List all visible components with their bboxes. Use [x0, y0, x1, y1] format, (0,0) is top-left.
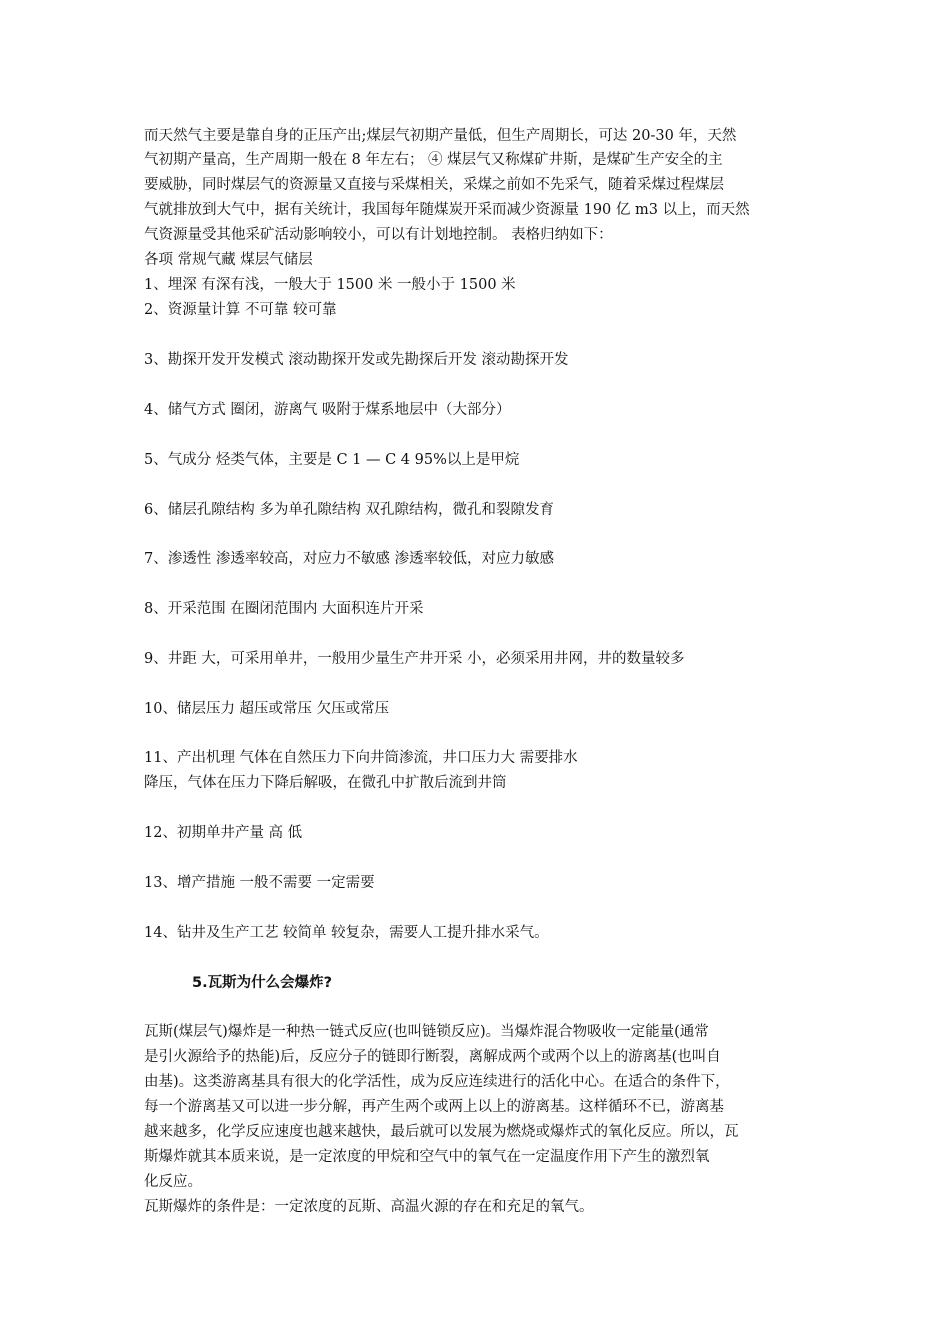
table-row: 8、开采范围 在圈闭范围内 大面积连片开采 [144, 601, 424, 617]
table-row: 7、渗透性 渗透率较高，对应力不敏感 渗透率较低，对应力敏感 [144, 551, 554, 567]
table-row: 10、储层压力 超压或常压 欠压或常压 [144, 701, 390, 717]
paragraph-line: 由基)。这类游离基具有很大的化学活性，成为反应连续进行的活化中心。在适合的条件下， [144, 1074, 730, 1090]
section-heading: 5.瓦斯为什么会爆炸? [192, 975, 333, 991]
paragraph-line: 是引火源给予的热能)后，反应分子的链即行断裂，离解成两个或两个以上的游离基(也叫自 [144, 1049, 721, 1065]
paragraph-line: 越来越多，化学反应速度也越来越快，最后就可以发展为燃烧或爆炸式的氧化反应。所以，瓦 [144, 1124, 739, 1140]
table-row: 11、产出机理 气体在自然压力下向井筒渗流，井口压力大 需要排水 [144, 750, 578, 766]
paragraph-line: 瓦斯(煤层气)爆炸是一种热一链式反应(也叫链锁反应)。当爆炸混合物吸收一定能量(通常 [144, 1024, 709, 1040]
intro-line: 要威胁，同时煤层气的资源量又直接与采煤相关，采煤之前如不先采气，随着采煤过程煤层 [144, 177, 724, 193]
table-row: 4、储气方式 圈闭，游离气 吸附于煤系地层中（大部分） [144, 402, 511, 418]
intro-line: 气就排放到大气中，据有关统计，我国每年随煤炭开采而减少资源量 190 亿 m3 以上，而天然 [144, 202, 750, 218]
table-row: 12、初期单井产量 高 低 [144, 825, 303, 841]
paragraph-line: 斯爆炸就其本质来说，是一定浓度的甲烷和空气中的氧气在一定温度作用下产生的激烈氧 [144, 1149, 710, 1165]
table-row: 2、资源量计算 不可靠 较可靠 [144, 302, 337, 318]
table-row: 6、储层孔隙结构 多为单孔隙结构 双孔隙结构，微孔和裂隙发育 [144, 502, 554, 518]
paragraph-line: 每一个游离基又可以进一步分解，再产生两个或两上以上的游离基。这样循环不已，游离基 [144, 1099, 724, 1115]
table-row: 14、钻井及生产工艺 较简单 较复杂，需要人工提升排水采气。 [144, 925, 549, 941]
table-row: 9、井距 大，可采用单井，一般用少量生产井开采 小，必须采用井网，井的数量较多 [144, 651, 685, 667]
table-row: 13、增产措施 一般不需要 一定需要 [144, 875, 375, 891]
table-row-continuation: 降压，气体在压力下降后解吸，在微孔中扩散后流到井筒 [144, 775, 507, 791]
table-row: 3、勘探开发开发模式 滚动勘探开发或先勘探后开发 滚动勘探开发 [144, 352, 569, 368]
intro-line: 而天然气主要是靠自身的正压产出;煤层气初期产量低，但生产周期长，可达 20-30 年，天然 [144, 128, 737, 144]
conditions-line: 瓦斯爆炸的条件是：一定浓度的瓦斯、高温火源的存在和充足的氧气。 [144, 1199, 594, 1215]
table-row: 1、埋深 有深有浅，一般大于 1500 米 一般小于 1500 米 [144, 277, 516, 293]
table-header: 各项 常规气藏 煤层气储层 [144, 252, 313, 268]
intro-line: 气资源量受其他采矿活动影响较小，可以有计划地控制。 表格归纳如下： [144, 227, 613, 243]
table-row: 5、气成分 烃类气体，主要是 C 1 — C 4 95%以上是甲烷 [144, 452, 520, 468]
paragraph-line: 化反应。 [144, 1174, 202, 1190]
intro-line: 气初期产量高，生产周期一般在 8 年左右； ④ 煤层气又称煤矿井斯，是煤矿生产安全的主 [144, 152, 723, 168]
